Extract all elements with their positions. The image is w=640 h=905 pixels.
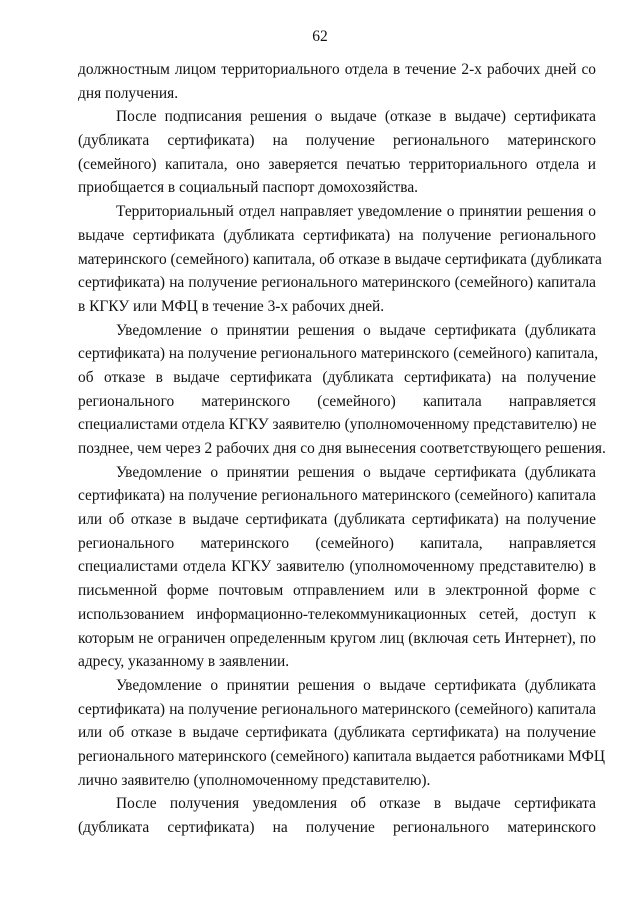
text-line: сертификата) на получение регионального материнского (семейного) капитала bbox=[78, 274, 596, 292]
paragraph-first-line: Уведомление о принятии решения о выдаче сертификата (дубликата bbox=[116, 463, 596, 481]
text-line: специалистами отдела КГКУ заявителю (уполномоченному представителю) в bbox=[78, 558, 596, 576]
page-number: 62 bbox=[312, 28, 328, 45]
text-line: об отказе в выдаче сертификата (дубликата сертификата) на получение bbox=[78, 368, 596, 386]
text-line: позднее, чем через 2 рабочих дня со дня вынесения соответствующего решения. bbox=[78, 440, 606, 457]
text-line: сертификата) на получение регионального материнского (семейного) капитала bbox=[78, 487, 596, 505]
text-line: использованием информационно-телекоммуникационных сетей, доступ к bbox=[78, 605, 596, 623]
paragraph-first-line: После получения уведомления об отказе в выдаче сертификата bbox=[116, 795, 596, 813]
text-line: (дубликата сертификата) на получение регионального материнского bbox=[78, 819, 596, 836]
text-line: (дубликата сертификата) на получение регионального материнского bbox=[78, 132, 596, 150]
text-line: регионального материнского (семейного) капитала, направляется bbox=[78, 534, 596, 552]
text-line: сертификата) на получение регионального материнского (семейного) капитала, bbox=[78, 345, 599, 363]
text-line: в КГКУ или МФЦ в течение 3-х рабочих дней. bbox=[78, 297, 385, 315]
text-line: специалистами отдела КГКУ заявителю (уполномоченному представителю) не bbox=[78, 416, 597, 434]
text-line: адресу, указанному в заявлении. bbox=[78, 653, 290, 671]
text-line: сертификата) на получение регионального материнского (семейного) капитала bbox=[78, 700, 596, 718]
text-line: выдаче сертификата (дубликата сертификата) на получение регионального bbox=[78, 226, 596, 244]
text-line: приобщается в социальный паспорт домохозяйства. bbox=[78, 179, 418, 197]
text-line: (семейного) капитала, оно заверяется печатью территориального отдела и bbox=[78, 155, 596, 173]
text-line: регионального материнского (семейного) капитала выдается работниками МФЦ bbox=[78, 747, 605, 765]
text-line: которым не ограничен определенным кругом лиц (включая сеть Интернет), по bbox=[78, 629, 596, 647]
paragraph-first-line: Уведомление о принятии решения о выдаче сертификата (дубликата bbox=[116, 321, 596, 339]
paragraph-first-line: Территориальный отдел направляет уведомление о принятии решения о bbox=[116, 203, 596, 221]
text-line: материнского (семейного) капитала, об отказе в выдаче сертификата (дубликата bbox=[78, 250, 602, 268]
text-line: регионального материнского (семейного) капитала направляется bbox=[78, 392, 596, 410]
paragraph-first-line: После подписания решения о выдаче (отказе в выдаче) сертификата bbox=[116, 108, 596, 126]
text-line: должностным лицом территориального отдела в течение 2-х рабочих дней со bbox=[78, 61, 596, 78]
paragraph-first-line: Уведомление о принятии решения о выдаче сертификата (дубликата bbox=[116, 676, 596, 694]
text-line: дня получения. bbox=[78, 84, 179, 102]
text-line: письменной форме почтовым отправлением или в электронной форме с bbox=[78, 582, 596, 600]
text-line: или об отказе в выдаче сертификата (дубликата сертификата) на получение bbox=[78, 724, 596, 742]
document-body bbox=[78, 58, 606, 840]
text-line: или об отказе в выдаче сертификата (дубликата сертификата) на получение bbox=[78, 511, 596, 529]
text-line: лично заявителю (уполномоченному представителю). bbox=[78, 771, 431, 789]
